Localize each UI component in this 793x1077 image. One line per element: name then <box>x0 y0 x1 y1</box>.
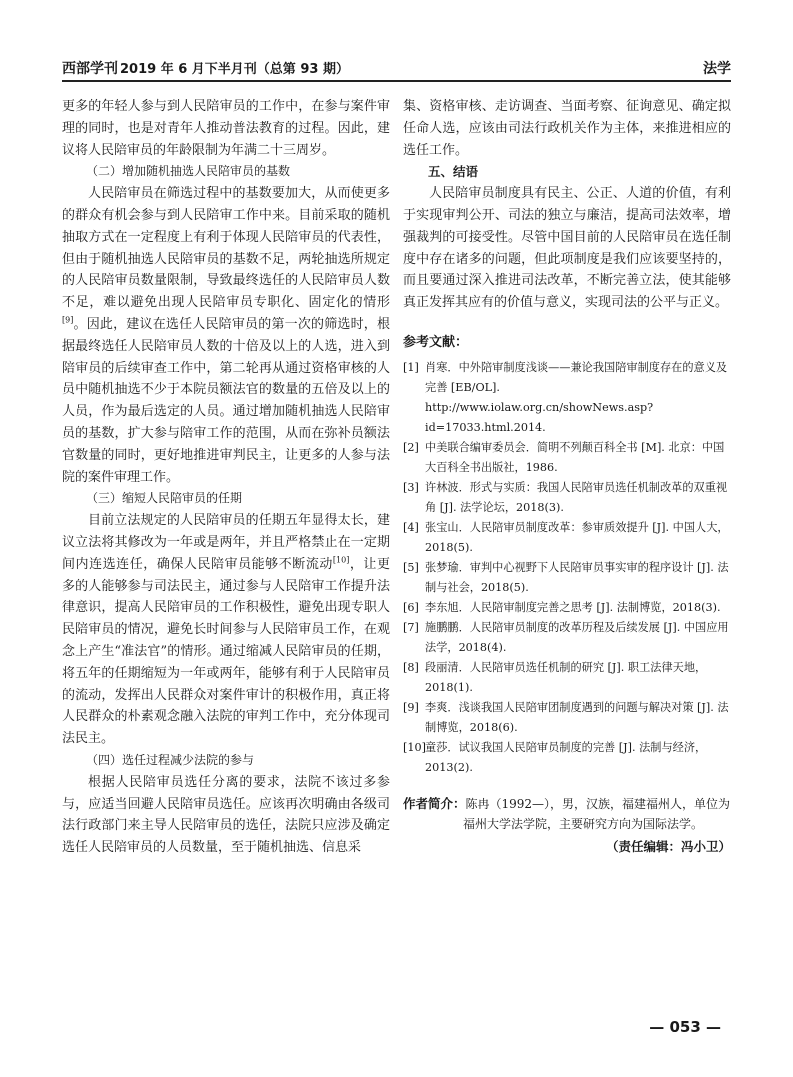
page-number: — 053 — <box>649 1018 721 1036</box>
reference-item: [10] 童莎．试议我国人民陪审员制度的完善 [J]. 法制与经济，2013(2). <box>403 740 707 774</box>
header-rule <box>62 80 731 82</box>
section-label: 法学 <box>703 61 731 77</box>
reference-item: [9] 李爽．浅谈我国人民陪审团制度遇到的问题与解决对策 [J]. 法制博览，2018(6). <box>403 700 729 734</box>
references-title: 参考文献： <box>403 334 469 350</box>
reference-list <box>403 358 731 778</box>
right-column <box>403 96 731 858</box>
citation-marker: [9] <box>62 315 74 325</box>
responsible-editor: （责任编辑：冯小卫） <box>605 838 731 854</box>
paragraph: 人民陪审员在筛选过程中的基数要加大，从而使更多的群众有机会参与到人民陪审工作中来。目前采取的随机抽取方式在一定程度上有利于体现人民陪审员的代表性，但由于随机抽选人民陪审员的基数不足，两轮抽选所规定的人民陪审员数量限制，导致最终选任的人民陪审员人数不足，难以避免出现人民陪审员专职化、固定化的情形[9]。因此，建议在选任人民陪审员的第一次的筛选时，根据最终选任人民陪审员人数的十倍及以上的人选，进入到陪审员的后续审查工作中，第二轮再从通过资格审核的人员中随机抽选不少于本院员额法官的数量的五倍及以上的人员，作为最后选定的人员。通过增加随机抽选人民陪审员的基数，扩大参与陪审工作的范围，从而在弥补员额法官数量的同时，更好地推进审判民主，让更多的人参与法院的案件审理工作。 <box>62 186 390 485</box>
reference-item: [4] 张宝山．人民陪审员制度改革：参审质效提升 [J]. 中国人大，2018(5). <box>403 520 729 554</box>
reference-item: [8] 段丽清．人民陪审员选任机制的研究 [J]. 职工法律天地，2018(1). <box>403 660 707 694</box>
subsection-heading: （三）缩短人民陪审员的任期 <box>86 491 243 506</box>
left-column <box>62 96 390 859</box>
paragraph: 人民陪审员制度具有民主、公正、人道的价值，有利于实现审判公开、司法的独立与廉洁，提高司法效率，增强裁判的可接受性。尽管中国目前的人民陪审员在选任制度中存在诸多的问题，但此项制度是我们应该要坚持的，而且要通过深入推进司法改革，不断完善立法，使其能够真正发挥其应有的价值与意义，实现司法的公平与正义。 <box>403 186 731 311</box>
subsection-heading: （四）选任过程减少法院的参与 <box>86 752 255 767</box>
reference-item: [3] 许林波．形式与实质：我国人民陪审员选任机制改革的双重视角 [J]. 法学论坛，2018(3). <box>403 480 728 514</box>
header-journal-info <box>62 58 349 78</box>
journal-logo: 西部学刊 <box>62 61 118 77</box>
section-heading: 五、结语 <box>428 164 479 180</box>
subsection-heading: （二）增加随机抽选人民陪审员的基数 <box>86 164 291 179</box>
author-bio: 作者简介：陈冉（1992—），男，汉族，福建福州人，单位为 福州大学法学院，主要研究方向为国际法学。 <box>403 795 731 831</box>
citation-marker: [10] <box>332 555 350 565</box>
paragraph: 集、资格审核、走访调查、当面考察、征询意见、确定拟任命人选，应该由司法行政机关作为主体，来推进相应的选任工作。 <box>403 99 731 158</box>
paragraph: 更多的年轻人参与到人民陪审员的工作中，在参与案件审理的同时，也是对青年人推动普法教育的过程。因此，建议将人民陪审员的年龄限制为年满二十三周岁。 <box>62 99 390 158</box>
paragraph: 根据人民陪审员选任分离的要求，法院不该过多参与，应适当回避人民陪审员选任。应该再次明确由各级司法行政部门来主导人民陪审员的选任，法院只应涉及确定选任人民陪审员的人员数量，至于随机抽选、信息采 <box>62 774 390 856</box>
reference-item: [6] 李东旭．人民陪审制度完善之思考 [J]. 法制博览，2018(3). <box>403 600 721 614</box>
reference-item: [5] 张梦瑜．审判中心视野下人民陪审员事实审的程序设计 [J]. 法制与社会，2018(5). <box>403 560 729 594</box>
issue-info: 2019 年 6 月下半月刊（总第 93 期） <box>120 62 349 77</box>
reference-item: [7] 施鹏鹏．人民陪审员制度的改革历程及后续发展 [J]. 中国应用法学，2018(4). <box>403 620 729 654</box>
paragraph: 目前立法规定的人民陪审员的任期五年显得太长，建议立法将其修改为一年或是两年，并且严格禁止在一定期间内连选连任，确保人民陪审员能够不断流动[10]，让更多的人能够参与司法民主，通过参与人民陪审工作提升法律意识，提高人民陪审员的工作积极性，避免出现专职人民陪审员的情况，避免长时间参与人民陪审员工作，在观念上产生“准法官”的情形。通过缩减人民陪审员的任期，将五年的任期缩短为一年或两年，能够有利于人民陪审员的流动，发挥出人民群众对案件审计的积极作用，真正将人民群众的朴素观念融入法院的审判工作中，充分体现司法民主。 <box>62 513 390 747</box>
page-header <box>62 56 731 78</box>
author-label: 作者简介： <box>403 795 466 811</box>
reference-item: [1] 肖寒．中外陪审制度浅谈——兼论我国陪审制度存在的意义及完善 [EB/OL]. http://www.iolaw.org.cn/showNews.asp?id=17033.html.2014. <box>403 360 728 434</box>
reference-item: [2] 中美联合编审委员会．简明不列颠百科全书 [M]. 北京：中国大百科全书出版社，1986. <box>403 440 725 474</box>
